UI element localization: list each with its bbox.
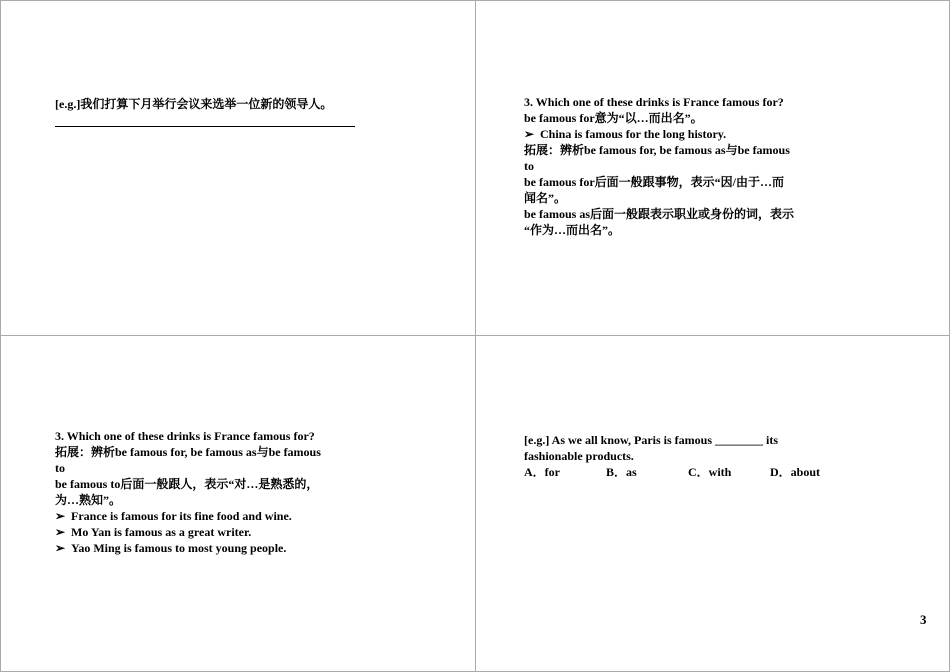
text-line — [524, 110, 934, 126]
arrow-bullet-icon: ➢ — [55, 509, 66, 523]
bullet-line — [55, 540, 465, 556]
line-text: 拓展：辨析be famous for, be famous as与be famous — [55, 445, 321, 459]
bullet-line — [55, 524, 465, 540]
text-line — [524, 222, 934, 238]
line-text: be famous to后面一般跟人，表示“对…是熟悉的， — [55, 477, 319, 491]
line-text: 拓展：辨析be famous for, be famous as与be famous — [524, 143, 790, 157]
line-text: 3. Which one of these drinks is France famous for? — [55, 429, 315, 443]
answer-options — [524, 464, 934, 480]
text-line — [55, 444, 465, 460]
option-d: D．about — [770, 465, 821, 479]
line-text: China is famous for the long history. — [540, 127, 727, 141]
arrow-bullet-icon: ➢ — [55, 525, 66, 539]
panel-bottom-right — [524, 432, 934, 480]
option-a: A．for — [524, 465, 560, 479]
question-text: [e.g.] As we all know, Paris is famous ________ its — [524, 433, 779, 447]
line-text: be famous for意为“以…而出名”。 — [524, 111, 703, 125]
text-line — [55, 460, 465, 476]
arrow-bullet-icon: ➢ — [55, 541, 66, 555]
page-number: 3 — [920, 612, 927, 627]
text-line — [524, 94, 934, 110]
line-text: 闻名”。 — [524, 191, 567, 205]
line-text: France is famous for its fine food and wine. — [71, 509, 292, 523]
text-line — [524, 142, 934, 158]
line-text: Mo Yan is famous as a great writer. — [71, 525, 252, 539]
panel-bottom-left — [55, 428, 465, 556]
bullet-line — [55, 508, 465, 524]
text-line — [524, 174, 934, 190]
option-b: B．as — [606, 465, 637, 479]
question-text-continued: fashionable products. — [524, 449, 634, 463]
text-line — [524, 206, 934, 222]
panel-top-right — [524, 94, 934, 238]
line-text: be famous as后面一般跟表示职业或身份的词，表示 — [524, 207, 795, 221]
line-text: Yao Ming is famous to most young people. — [71, 541, 287, 555]
text-line — [55, 476, 465, 492]
line-text: 为…熟知”。 — [55, 493, 122, 507]
text-line — [55, 492, 465, 508]
line-text: 3. Which one of these drinks is France famous for? — [524, 95, 784, 109]
text-line — [55, 428, 465, 444]
panel-top-left — [55, 96, 455, 112]
line-text: to — [55, 461, 65, 475]
horizontal-divider — [0, 335, 950, 336]
vertical-divider — [475, 0, 476, 672]
example-sentence: [e.g.]我们打算下月举行会议来选举一位新的领导人。 — [55, 97, 333, 111]
line-text: be famous for后面一般跟事物，表示“因/由于…而 — [524, 175, 784, 189]
line-text: “作为…而出名”。 — [524, 223, 621, 237]
line-text: to — [524, 159, 534, 173]
option-c: C．with — [688, 465, 732, 479]
arrow-bullet-icon: ➢ — [524, 127, 535, 141]
text-line — [524, 190, 934, 206]
answer-blank-line — [55, 126, 355, 127]
text-line — [524, 158, 934, 174]
bullet-line — [524, 126, 934, 142]
